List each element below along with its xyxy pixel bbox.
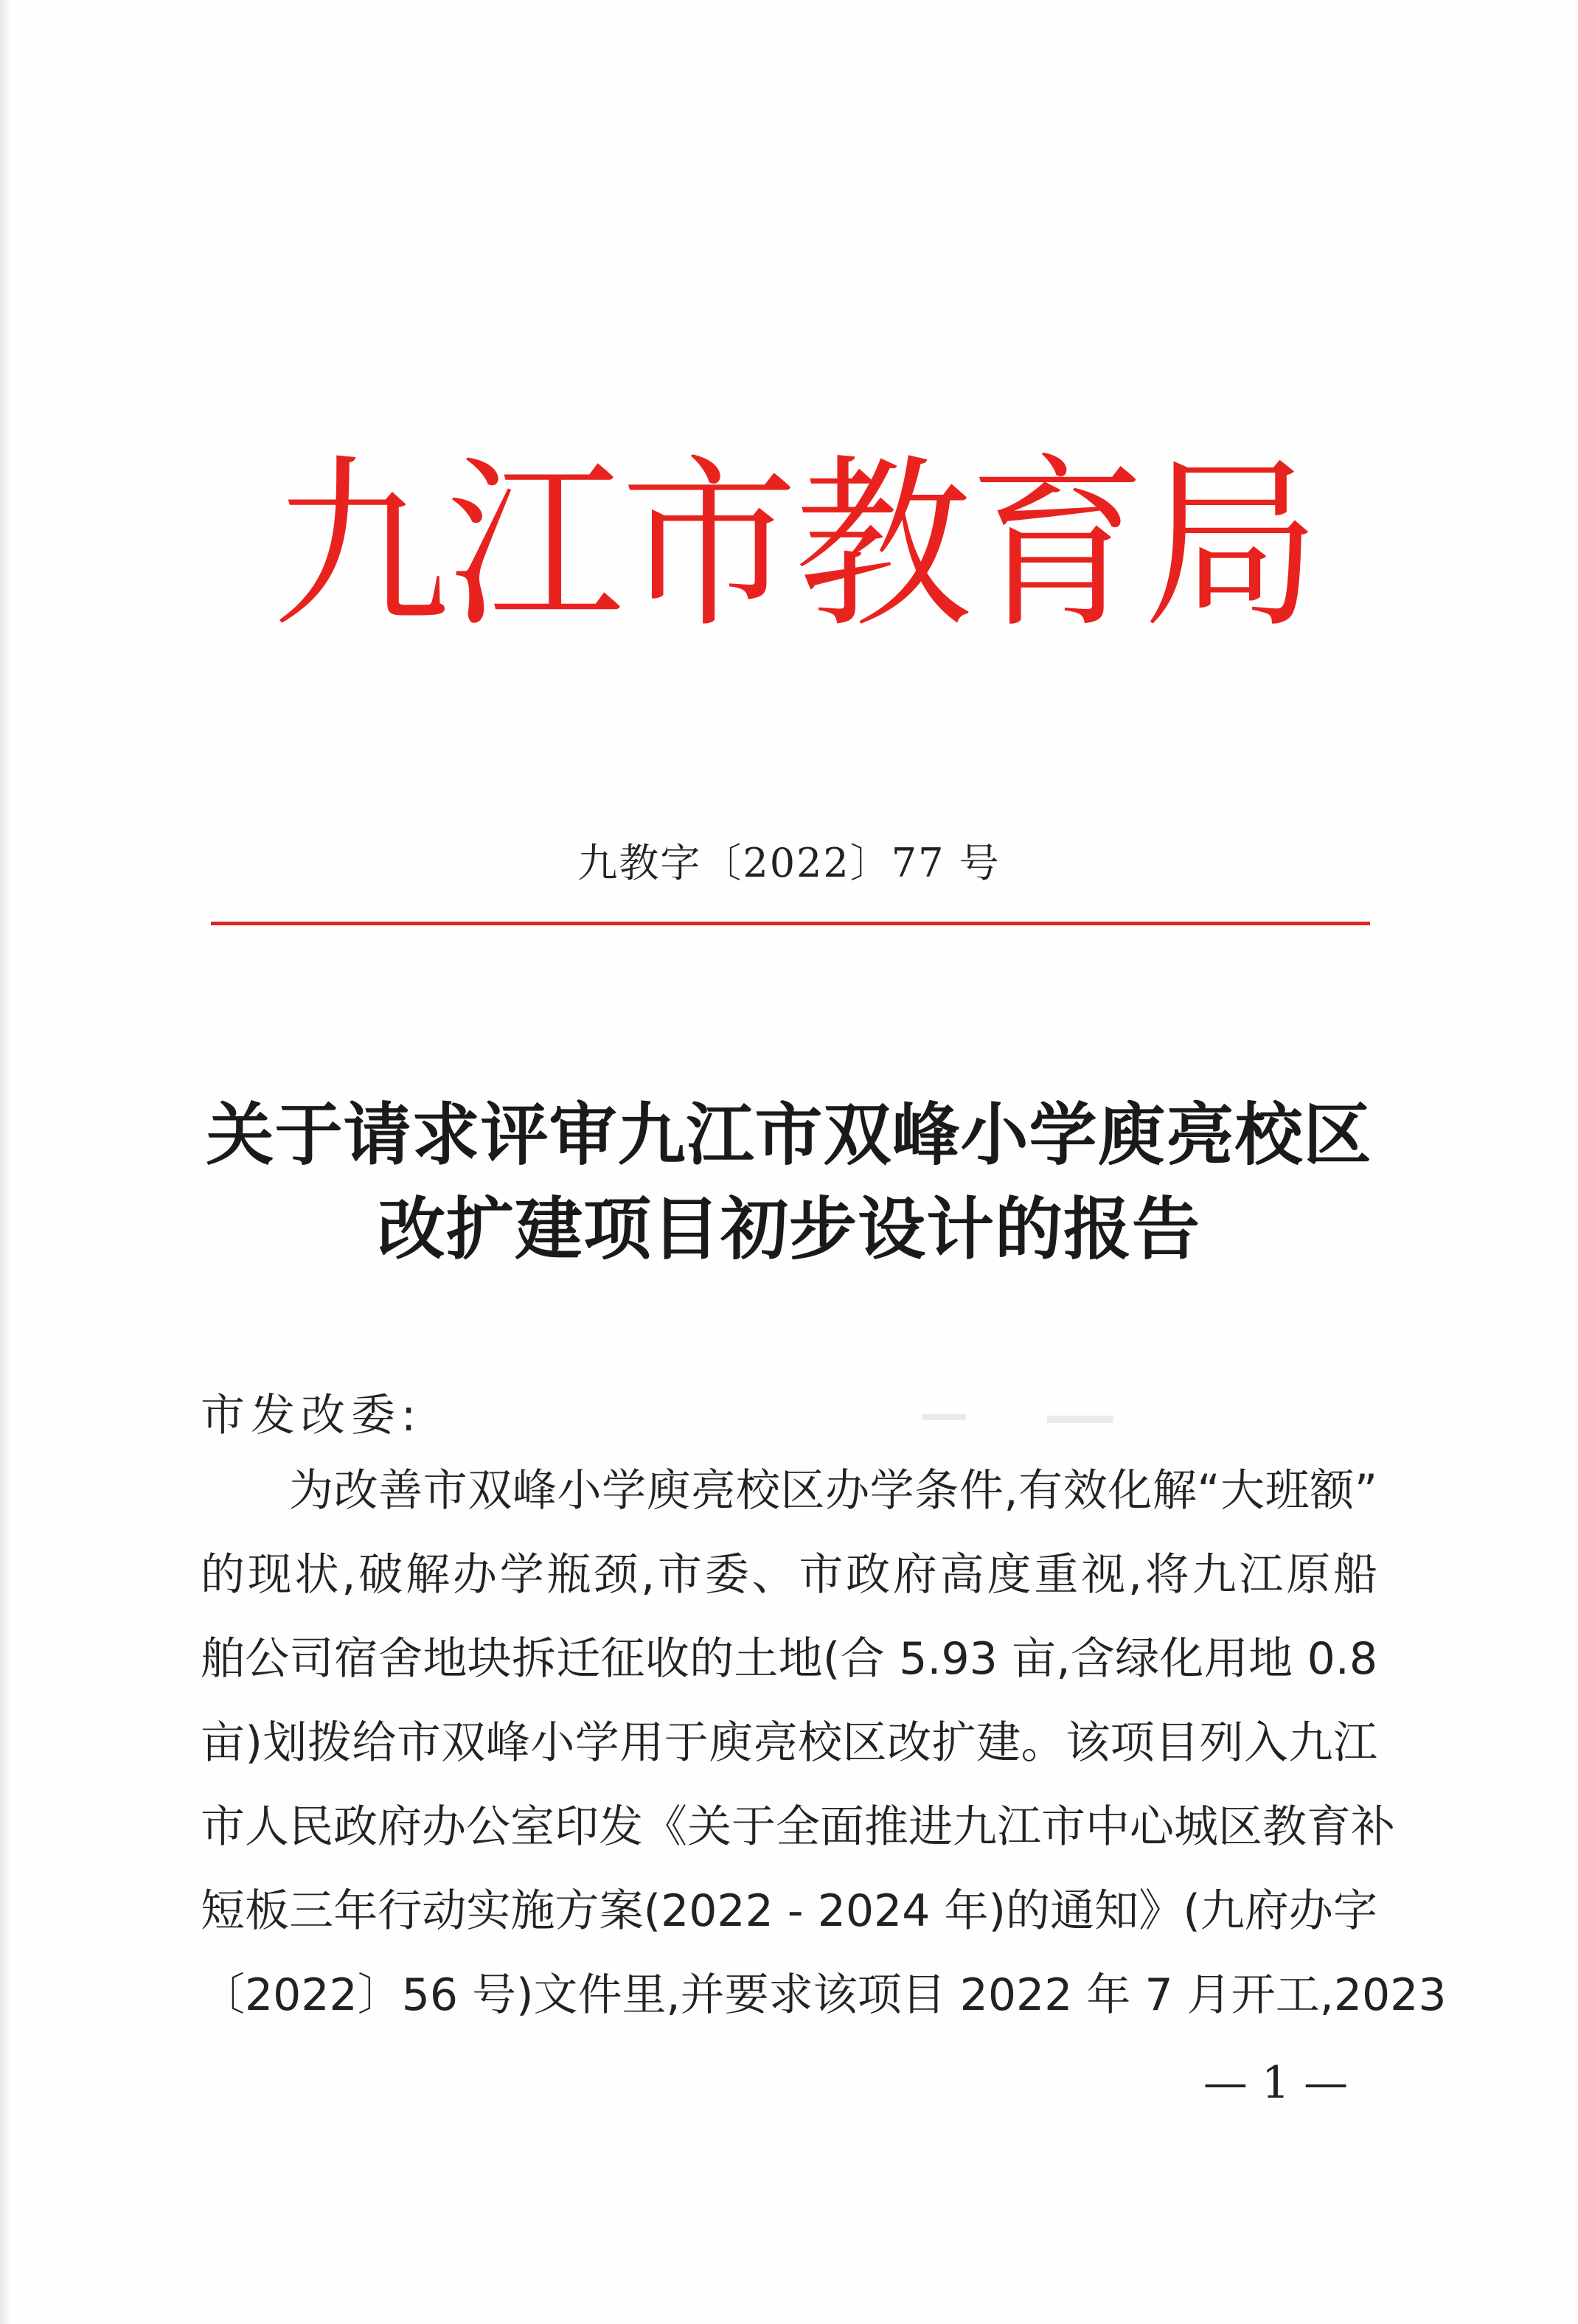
org-header-char: 育 [969,438,1147,653]
org-header [272,438,1321,653]
document-title [0,1088,1578,1276]
red-divider-rule [211,922,1370,925]
org-header-char: 局 [1143,438,1321,653]
salutation: 市发改委: [201,1390,423,1441]
body-line: 短板三年行动实施方案(2022 - 2024 年)的通知》(九府办字 [201,1885,1377,1937]
document-number: 九教字〔2022〕77 号 [577,840,1001,886]
org-header-char: 教 [794,438,972,653]
org-header-char: 九 [272,438,450,653]
title-line-1: 关于请求评审九江市双峰小学庾亮校区 [206,1095,1372,1175]
scan-speck [1047,1416,1113,1423]
body-line: 为改善市双峰小学庾亮校区办学条件,有效化解“大班额” [289,1465,1377,1517]
page-number: — 1 — [1203,2057,1349,2109]
title-line-2: 改扩建项目初步设计的报告 [377,1189,1200,1269]
body-line: 市人民政府办公室印发《关于全面推进九江市中心城区教育补 [201,1801,1395,1853]
body-line: 亩)划拨给市双峰小学用于庾亮校区改扩建。该项目列入九江 [201,1717,1377,1769]
org-header-char: 江 [446,438,624,653]
body-line: 〔2022〕56 号)文件里,并要求该项目 2022 年 7 月开工,2023 [201,1969,1447,2021]
body-line: 的现状,破解办学瓶颈,市委、市政府高度重视,将九江原船 [201,1549,1377,1601]
body-line: 舶公司宿舍地块拆迁征收的土地(合 5.93 亩,含绿化用地 0.8 [201,1633,1377,1685]
scan-speck [922,1414,966,1420]
org-header-char: 市 [620,438,798,653]
